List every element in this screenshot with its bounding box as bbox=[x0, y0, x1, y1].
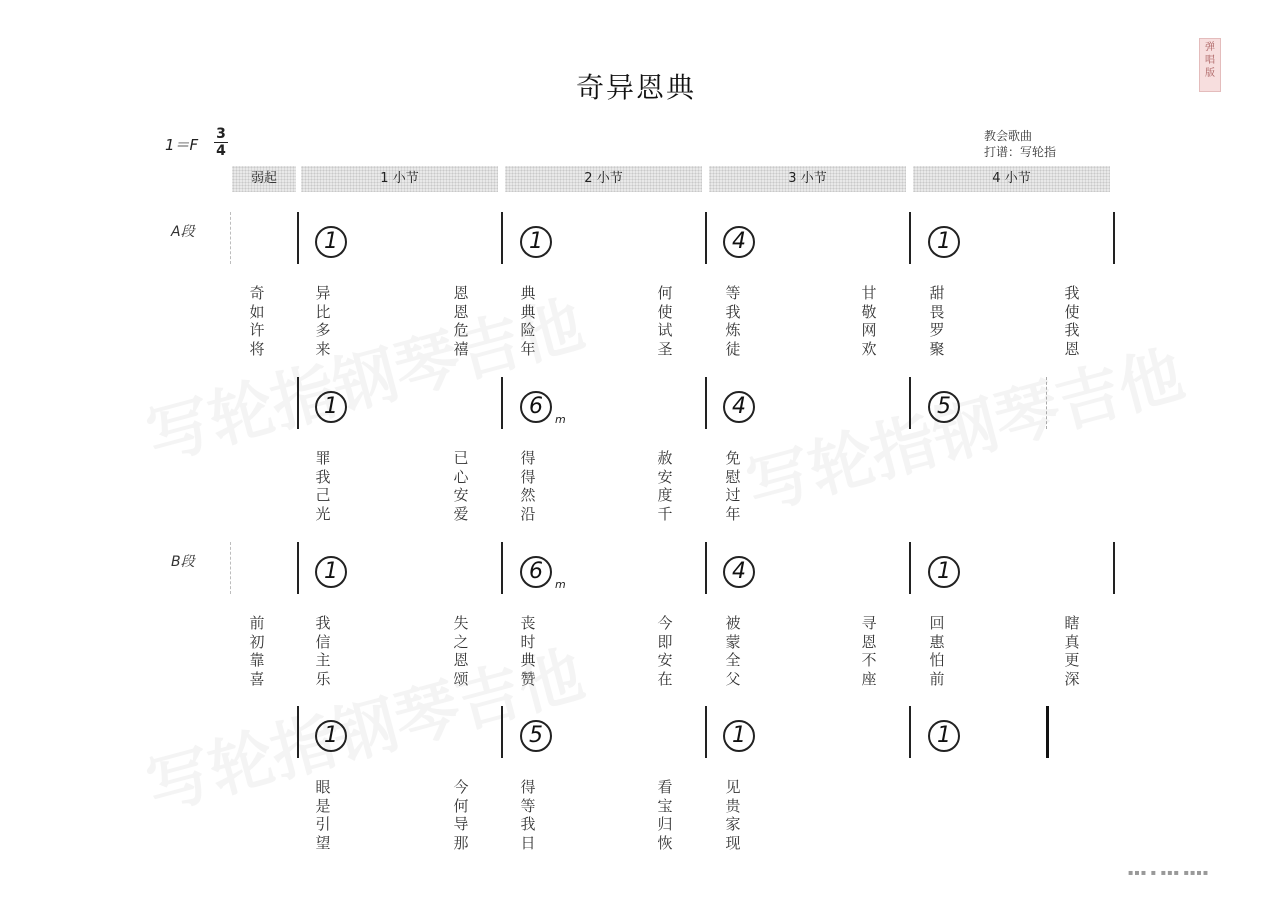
chord-degree: 1 bbox=[723, 720, 755, 752]
lyric-char: 禧 bbox=[453, 339, 469, 358]
lyric-char: 等 bbox=[725, 284, 741, 302]
lyric-char: 己 bbox=[315, 486, 331, 504]
lyric-column bbox=[655, 614, 675, 688]
lyric-char: 那 bbox=[453, 833, 469, 852]
lyric-column bbox=[1062, 284, 1082, 358]
header-measure-3: 3 小节 bbox=[709, 166, 906, 192]
chord-quality: m bbox=[555, 413, 566, 426]
lyric-column bbox=[859, 284, 879, 358]
chord-degree: 1 bbox=[315, 720, 347, 752]
chord-degree: 4 bbox=[723, 391, 755, 423]
pickup-divider bbox=[230, 212, 231, 264]
lyric-char: 许 bbox=[249, 321, 265, 339]
watermark bbox=[736, 324, 1193, 529]
song-title: 奇异恩典 bbox=[575, 71, 696, 104]
lyric-column bbox=[723, 778, 743, 852]
lyric-char: 典 bbox=[520, 302, 536, 321]
lyric-column bbox=[859, 614, 879, 688]
lyric-column bbox=[723, 449, 743, 523]
barline bbox=[297, 377, 299, 429]
lyric-char: 敬 bbox=[861, 302, 877, 321]
key-signature: 1＝F bbox=[165, 136, 199, 154]
lyric-column bbox=[313, 449, 333, 523]
lyric-char: 心 bbox=[453, 467, 469, 486]
chord-degree: 1 bbox=[315, 556, 347, 588]
lyric-char: 恩 bbox=[453, 651, 469, 669]
lyric-char: 使 bbox=[657, 302, 673, 321]
lyric-char: 典 bbox=[520, 651, 536, 669]
chord-degree: 1 bbox=[928, 226, 960, 258]
chord-degree: 1 bbox=[520, 226, 552, 258]
lyric-char: 全 bbox=[725, 651, 741, 669]
chord-degree: 1 bbox=[928, 556, 960, 588]
section-label-a: A段 bbox=[171, 224, 195, 240]
lyric-char: 看 bbox=[657, 778, 673, 796]
lyric-char: 然 bbox=[520, 486, 536, 504]
lyric-char: 喜 bbox=[249, 669, 265, 688]
lyric-column bbox=[723, 284, 743, 358]
lyric-column bbox=[518, 449, 538, 523]
lyric-char: 归 bbox=[657, 815, 673, 833]
lyric-char: 罗 bbox=[929, 321, 945, 339]
chord-degree: 6 bbox=[520, 556, 552, 588]
lyric-char: 奇 bbox=[249, 284, 265, 302]
lyric-char: 恩 bbox=[453, 302, 469, 321]
lyric-char: 慰 bbox=[725, 467, 741, 486]
pickup-divider bbox=[230, 542, 231, 594]
lyric-char: 引 bbox=[315, 815, 331, 833]
barline bbox=[1113, 542, 1115, 594]
arranger-credit: 打谱：写轮指 bbox=[984, 145, 1057, 159]
lyric-char: 沿 bbox=[520, 504, 536, 523]
lyric-char: 前 bbox=[249, 614, 265, 632]
lyric-column bbox=[518, 614, 538, 688]
lyric-char: 见 bbox=[725, 778, 741, 796]
lyric-char: 得 bbox=[520, 778, 536, 796]
lyric-column bbox=[655, 449, 675, 523]
lyric-char: 我 bbox=[315, 467, 331, 486]
barline bbox=[705, 706, 707, 758]
barline bbox=[297, 212, 299, 264]
barline bbox=[297, 706, 299, 758]
footer-mark: ▪▪▪ ▪ ▪▪▪ ▪▪▪▪ bbox=[1128, 868, 1210, 877]
lyric-column bbox=[451, 614, 471, 688]
lyric-char: 宝 bbox=[657, 796, 673, 815]
lyric-char: 典 bbox=[520, 284, 536, 302]
lyric-column bbox=[927, 614, 947, 688]
song-source: 教会歌曲 bbox=[984, 129, 1033, 143]
lyric-char: 使 bbox=[1064, 302, 1080, 321]
header-measure-4: 4 小节 bbox=[913, 166, 1110, 192]
barline bbox=[1113, 212, 1115, 264]
lyric-char: 是 bbox=[315, 796, 331, 815]
barline bbox=[501, 542, 503, 594]
lyric-char: 靠 bbox=[249, 651, 265, 669]
lyric-char: 年 bbox=[520, 339, 536, 358]
lyric-char: 瞎 bbox=[1064, 614, 1080, 632]
lyric-char: 何 bbox=[453, 796, 469, 815]
lyric-char: 异 bbox=[315, 284, 331, 302]
lyric-column bbox=[655, 778, 675, 852]
lyric-char: 丧 bbox=[520, 614, 536, 632]
final-barline bbox=[1046, 706, 1049, 758]
barline bbox=[705, 542, 707, 594]
chord-degree: 4 bbox=[723, 556, 755, 588]
lyric-column bbox=[247, 284, 267, 358]
lyric-char: 前 bbox=[929, 669, 945, 688]
lyric-char: 我 bbox=[315, 614, 331, 632]
header-measure-2: 2 小节 bbox=[505, 166, 702, 192]
lyric-char: 眼 bbox=[315, 778, 331, 796]
lyric-char: 等 bbox=[520, 796, 536, 815]
lyric-char: 主 bbox=[315, 651, 331, 669]
lyric-char: 畏 bbox=[929, 302, 945, 321]
lyric-char: 望 bbox=[315, 833, 331, 852]
lyric-char: 怕 bbox=[929, 651, 945, 669]
lyric-char: 得 bbox=[520, 467, 536, 486]
lyric-char: 险 bbox=[520, 321, 536, 339]
lyric-char: 现 bbox=[725, 833, 741, 852]
chord-degree: 5 bbox=[928, 391, 960, 423]
lyric-char: 今 bbox=[657, 614, 673, 632]
lyric-char: 将 bbox=[249, 339, 265, 358]
lyric-char: 深 bbox=[1064, 669, 1080, 688]
lyric-char: 在 bbox=[657, 669, 673, 688]
barline bbox=[501, 212, 503, 264]
edition-stamp bbox=[1199, 38, 1221, 92]
lyric-char: 赞 bbox=[520, 669, 536, 688]
lyric-char: 欢 bbox=[861, 339, 877, 358]
lyric-char: 失 bbox=[453, 614, 469, 632]
chord-degree: 1 bbox=[315, 391, 347, 423]
lyric-char: 更 bbox=[1064, 651, 1080, 669]
chord-degree: 6 bbox=[520, 391, 552, 423]
lyric-char: 免 bbox=[725, 449, 741, 467]
lyric-char: 恩 bbox=[453, 284, 469, 302]
header-pickup: 弱起 bbox=[232, 166, 296, 192]
lyric-column bbox=[1062, 614, 1082, 688]
lyric-char: 今 bbox=[453, 778, 469, 796]
meter-top: 3 bbox=[216, 126, 226, 142]
stamp-text: 弹唱版 bbox=[1205, 42, 1215, 79]
lyric-char: 我 bbox=[1064, 321, 1080, 339]
lyric-char: 危 bbox=[453, 321, 469, 339]
lyric-char: 导 bbox=[453, 815, 469, 833]
lyric-column bbox=[518, 778, 538, 852]
lyric-char: 我 bbox=[725, 302, 741, 321]
lyric-char: 日 bbox=[520, 833, 536, 852]
lyric-char: 真 bbox=[1064, 632, 1080, 651]
section-label-b: B段 bbox=[171, 554, 195, 570]
lyric-char: 颂 bbox=[453, 669, 469, 688]
lyric-char: 圣 bbox=[657, 339, 673, 358]
lyric-char: 年 bbox=[725, 504, 741, 523]
lyric-char: 多 bbox=[315, 321, 331, 339]
barline bbox=[705, 212, 707, 264]
lyric-column bbox=[655, 284, 675, 358]
chord-degree: 4 bbox=[723, 226, 755, 258]
barline bbox=[909, 542, 911, 594]
lyric-column bbox=[313, 614, 333, 688]
lyric-char: 网 bbox=[861, 321, 877, 339]
lyric-char: 惠 bbox=[929, 632, 945, 651]
lyric-char: 度 bbox=[657, 486, 673, 504]
lyric-char: 罪 bbox=[315, 449, 331, 467]
lyric-char: 如 bbox=[249, 302, 265, 321]
barline bbox=[909, 706, 911, 758]
lyric-char: 甜 bbox=[929, 284, 945, 302]
time-signature bbox=[214, 126, 228, 159]
lyric-char: 信 bbox=[315, 632, 331, 651]
lyric-char: 徒 bbox=[725, 339, 741, 358]
barline bbox=[909, 377, 911, 429]
barline bbox=[501, 377, 503, 429]
lyric-char: 来 bbox=[315, 339, 331, 358]
lyric-char: 恢 bbox=[657, 833, 673, 852]
lyric-char: 恩 bbox=[861, 632, 877, 651]
lyric-char: 初 bbox=[249, 632, 265, 651]
barline bbox=[1046, 377, 1047, 429]
lyric-char: 炼 bbox=[725, 321, 741, 339]
lyric-char: 安 bbox=[657, 467, 673, 486]
lyric-char: 光 bbox=[315, 504, 331, 523]
lyric-column bbox=[723, 614, 743, 688]
lyric-char: 恩 bbox=[1064, 339, 1080, 358]
lyric-char: 安 bbox=[453, 486, 469, 504]
lyric-char: 过 bbox=[725, 486, 741, 504]
chord-degree: 5 bbox=[520, 720, 552, 752]
lyric-column bbox=[247, 614, 267, 688]
chord-degree: 1 bbox=[315, 226, 347, 258]
barline bbox=[297, 542, 299, 594]
lyric-char: 父 bbox=[725, 669, 741, 688]
lyric-char: 爱 bbox=[453, 504, 469, 523]
lyric-char: 之 bbox=[453, 632, 469, 651]
lyric-char: 何 bbox=[657, 284, 673, 302]
lyric-char: 不 bbox=[861, 651, 877, 669]
lyric-column bbox=[451, 449, 471, 523]
lyric-char: 我 bbox=[520, 815, 536, 833]
lyric-char: 已 bbox=[453, 449, 469, 467]
lyric-char: 蒙 bbox=[725, 632, 741, 651]
lyric-char: 家 bbox=[725, 815, 741, 833]
lyric-char: 寻 bbox=[861, 614, 877, 632]
barline bbox=[705, 377, 707, 429]
lyric-char: 试 bbox=[657, 321, 673, 339]
lyric-char: 安 bbox=[657, 651, 673, 669]
lyric-char: 赦 bbox=[657, 449, 673, 467]
lyric-char: 甘 bbox=[861, 284, 877, 302]
lyric-char: 我 bbox=[1064, 284, 1080, 302]
lyric-column bbox=[313, 778, 333, 852]
lyric-char: 即 bbox=[657, 632, 673, 651]
chord-degree: 1 bbox=[928, 720, 960, 752]
lyric-char: 贵 bbox=[725, 796, 741, 815]
lyric-char: 时 bbox=[520, 632, 536, 651]
lyric-char: 回 bbox=[929, 614, 945, 632]
lyric-column bbox=[518, 284, 538, 358]
header-measure-1: 1 小节 bbox=[301, 166, 498, 192]
lyric-column bbox=[451, 284, 471, 358]
lyric-column bbox=[451, 778, 471, 852]
barline bbox=[501, 706, 503, 758]
lyric-column bbox=[927, 284, 947, 358]
lyric-char: 比 bbox=[315, 302, 331, 321]
lyric-char: 乐 bbox=[315, 669, 331, 688]
chord-quality: m bbox=[555, 578, 566, 591]
lyric-char: 聚 bbox=[929, 339, 945, 358]
lyric-char: 千 bbox=[657, 504, 673, 523]
lyric-char: 被 bbox=[725, 614, 741, 632]
lyric-column bbox=[313, 284, 333, 358]
barline bbox=[909, 212, 911, 264]
lyric-char: 得 bbox=[520, 449, 536, 467]
lyric-char: 座 bbox=[861, 669, 877, 688]
meter-bottom: 4 bbox=[216, 143, 226, 159]
